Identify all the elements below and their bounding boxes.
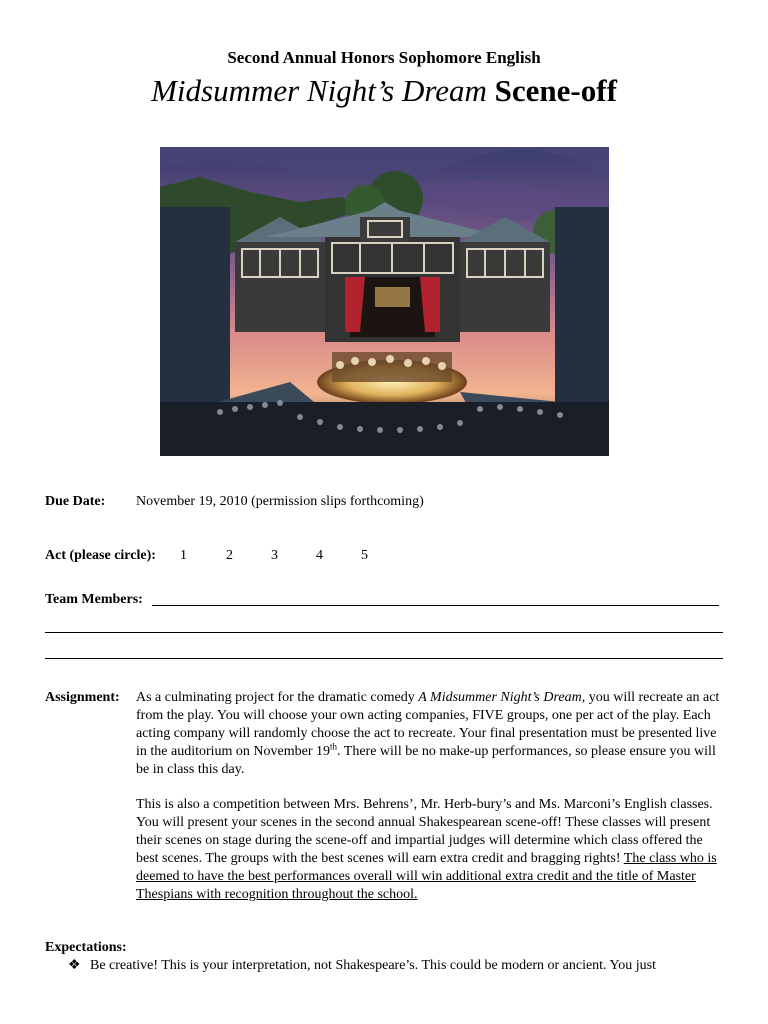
team-members-line-1[interactable]: [152, 605, 719, 606]
assignment-label: Assignment:: [45, 690, 120, 705]
assignment-text: As a culminating project for the dramatic comedy: [136, 690, 419, 705]
team-members-line-3[interactable]: [45, 658, 723, 659]
title-suffix: Scene-off: [486, 73, 617, 108]
act-option-4[interactable]: 4: [316, 548, 323, 563]
competition-text: This is also a competition between Mrs. Behrens’, Mr. Herb-bury’s and Ms. Marconi’s English classes. You will present your scenes in the second annual Shakespearean scene-off! These classes will present their scenes on stage during the scene-off and impartial judges will determine which class offered the best scenes. The groups with the best scenes will earn extra credit and bragging rights!: [136, 797, 713, 866]
team-members-label: Team Members:: [45, 592, 143, 607]
act-option-3[interactable]: 3: [271, 548, 278, 563]
expectations-label: Expectations:: [45, 940, 127, 955]
act-option-2[interactable]: 2: [226, 548, 233, 563]
assignment-paragraph-1: [136, 689, 726, 779]
assignment-paragraph-2: [136, 796, 726, 904]
act-label: Act (please circle):: [45, 548, 156, 563]
play-title: Midsummer Night’s Dream: [151, 73, 487, 108]
theatre-photo: [160, 147, 609, 456]
assignment-text: , you will recreate an act from the play. You will choose your own acting companies, FIVE groups, one per act of the play. Each acting company will randomly choose the act to recreate. Your final presentation must be presented live in the auditorium on November 19: [136, 690, 720, 759]
team-members-line-2[interactable]: [45, 632, 723, 633]
expectation-text: Be creative! This is your interpretation, not Shakespeare’s. This could be modern or ancient. You just: [90, 958, 656, 973]
act-option-5[interactable]: 5: [361, 548, 368, 563]
prize-statement: The class who is deemed to have the best performances overall will win additional extra credit and the title of Master Thespians with recognition throughout the school.: [136, 851, 717, 902]
play-title-inline: A Midsummer Night’s Dream: [418, 690, 582, 705]
due-date-value: November 19, 2010 (permission slips forthcoming): [136, 494, 424, 509]
list-item: [68, 957, 728, 975]
document-title: [0, 72, 768, 110]
act-option-1[interactable]: 1: [180, 548, 187, 563]
ordinal-suffix: th: [330, 741, 338, 752]
due-date-label: Due Date:: [45, 494, 106, 509]
assignment-text: . There will be no make-up performances, so please ensure you will be in class this day.: [136, 744, 716, 777]
diamond-bullet-icon: ❖: [68, 958, 81, 973]
course-subtitle: Second Annual Honors Sophomore English: [227, 48, 541, 67]
